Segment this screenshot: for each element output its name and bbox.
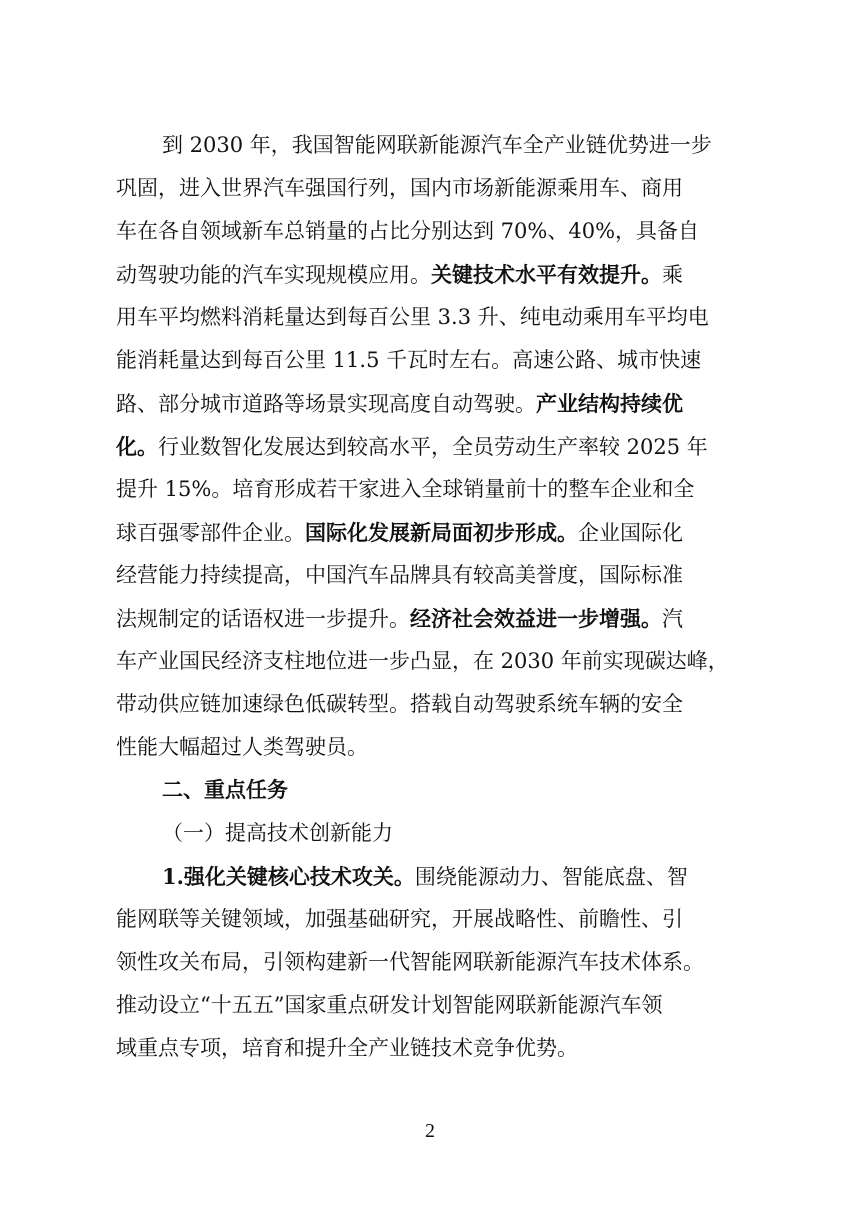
paragraph-line	[116, 382, 744, 425]
bold-phrase: 1.强化关键核心技术攻关。	[162, 864, 415, 889]
paragraph-line: 能网联等关键领域，加强基础研究，开展战略性、前瞻性、引	[116, 907, 683, 931]
paragraph-line: 带动供应链加速绿色低碳转型。搭载自动驾驶系统车辆的安全	[116, 692, 683, 716]
body-text: 动驾驶功能的汽车实现规模应用。	[116, 263, 431, 287]
subsection-heading: （一）提高技术创新能力	[162, 821, 393, 845]
paragraph-line: 领性攻关布局，引领构建新一代智能网联新能源汽车技术体系。	[116, 950, 704, 974]
paragraph-line	[116, 511, 744, 554]
bold-phrase: 产业结构持续优	[536, 391, 683, 416]
paragraph-line: 推动设立“十五五”国家重点研发计划智能网联新能源汽车领	[116, 993, 663, 1017]
body-text: 球百强零部件企业。	[116, 521, 305, 545]
bold-phrase: 关键技术水平有效提升。	[431, 262, 662, 287]
body-text: 路、部分城市道路等场景实现高度自动驾驶。	[116, 392, 536, 416]
paragraph-line: 到 2030 年，我国智能网联新能源汽车全产业链优势进一步	[162, 133, 712, 157]
body-text: 企业国际化	[578, 521, 683, 545]
bold-phrase: 国际化发展新局面初步形成。	[305, 520, 578, 545]
bold-phrase: 化。	[116, 434, 158, 459]
paragraph-line: 巩固，进入世界汽车强国行列，国内市场新能源乘用车、商用	[116, 176, 683, 200]
body-text: 乘	[662, 263, 683, 287]
section-heading: 二、重点任务	[162, 778, 288, 802]
paragraph-line	[116, 425, 744, 468]
paragraph-line: 车产业国民经济支柱地位进一步凸显，在 2030 年前实现碳达峰，	[116, 649, 729, 673]
paragraph-line	[116, 855, 744, 898]
paragraph-line: 车在各自领域新车总销量的占比分别达到 70%、40%，具备自	[116, 219, 700, 243]
document-body	[116, 124, 744, 1070]
body-text: 围绕能源动力、智能底盘、智	[414, 865, 688, 889]
paragraph-line: 能消耗量达到每百公里 11.5 千瓦时左右。高速公路、城市快速	[116, 348, 702, 372]
paragraph-line	[116, 253, 744, 296]
paragraph-line: 经营能力持续提高，中国汽车品牌具有较高美誉度，国际标准	[116, 563, 683, 587]
body-text: 行业数智化发展达到较高水平，全员劳动生产率较 2025 年	[158, 435, 708, 459]
bold-phrase: 经济社会效益进一步增强。	[410, 606, 662, 631]
body-text: 法规制定的话语权进一步提升。	[116, 607, 410, 631]
paragraph-line: 性能大幅超过人类驾驶员。	[116, 735, 368, 759]
body-text: 汽	[662, 607, 683, 631]
paragraph-line: 域重点专项，培育和提升全产业链技术竞争优势。	[116, 1036, 578, 1060]
paragraph-line: 提升 15%。培育形成若干家进入全球销量前十的整车企业和全	[116, 477, 695, 501]
paragraph-line	[116, 597, 744, 640]
paragraph-line: 用车平均燃料消耗量达到每百公里 3.3 升、纯电动乘用车平均电	[116, 305, 709, 329]
page-number: 2	[425, 1120, 435, 1142]
